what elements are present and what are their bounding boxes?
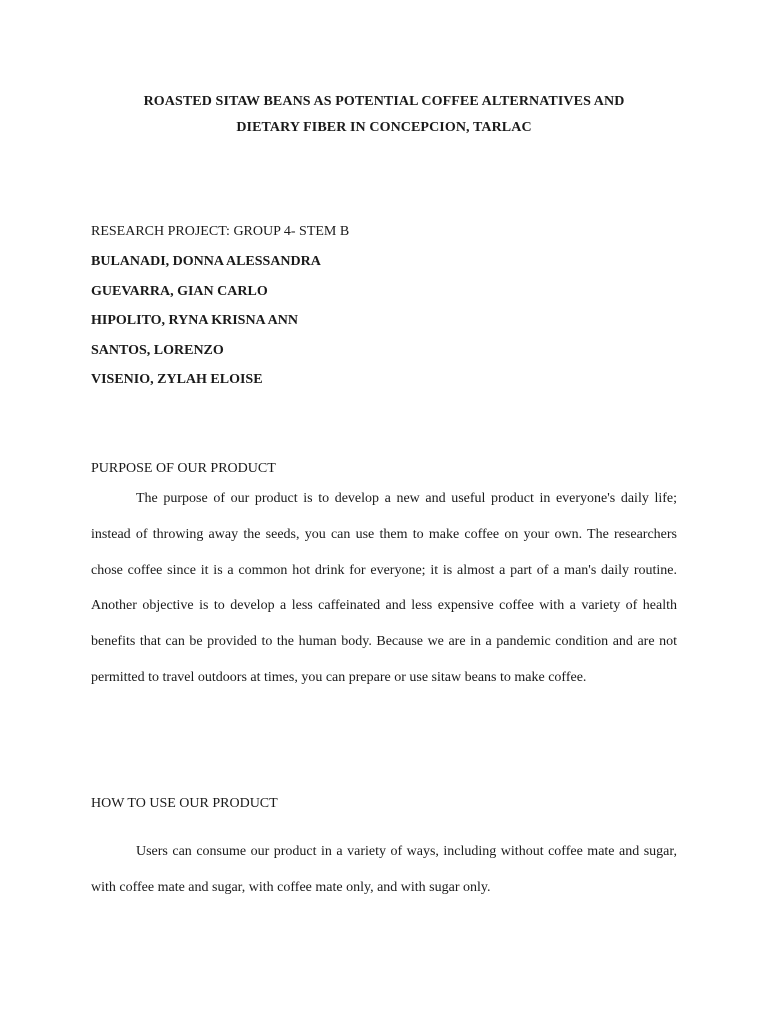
- how-to-use-paragraph: [91, 834, 677, 906]
- purpose-text: The purpose of our product is to develop a new and useful product in everyone's daily life; instead of throwing away the seeds, you can use them to make coffee on your own. The researchers chose coffee since it is a common hot drink for everyone; it is almost a part of a man's daily routine. Another objective is to develop a less caffeinated and less expensive coffee with a variety of health benefits that can be provided to the human body. Because we are in a pandemic condition and are not permitted to travel outdoors at times, you can prepare or use sitaw beans to make coffee.: [91, 491, 677, 685]
- member-name: VISENIO, ZYLAH ELOISE: [91, 372, 263, 387]
- member-name: SANTOS, LORENZO: [91, 343, 224, 358]
- how-to-use-text: Users can consume our product in a variety of ways, including without coffee mate and sugar, with coffee mate and sugar, with coffee mate only, and with sugar only.: [91, 844, 677, 895]
- document-title-line-1: ROASTED SITAW BEANS AS POTENTIAL COFFEE ALTERNATIVES AND: [143, 94, 625, 109]
- member-name: GUEVARRA, GIAN CARLO: [91, 284, 268, 299]
- how-to-use-heading: HOW TO USE OUR PRODUCT: [91, 796, 278, 811]
- member-name: BULANADI, DONNA ALESSANDRA: [91, 254, 321, 269]
- project-label: RESEARCH PROJECT: GROUP 4- STEM B: [91, 224, 350, 239]
- purpose-paragraph: [91, 481, 677, 696]
- purpose-heading: PURPOSE OF OUR PRODUCT: [91, 461, 276, 476]
- document-title-line-2: DIETARY FIBER IN CONCEPCION, TARLAC: [236, 120, 532, 135]
- member-name: HIPOLITO, RYNA KRISNA ANN: [91, 313, 298, 328]
